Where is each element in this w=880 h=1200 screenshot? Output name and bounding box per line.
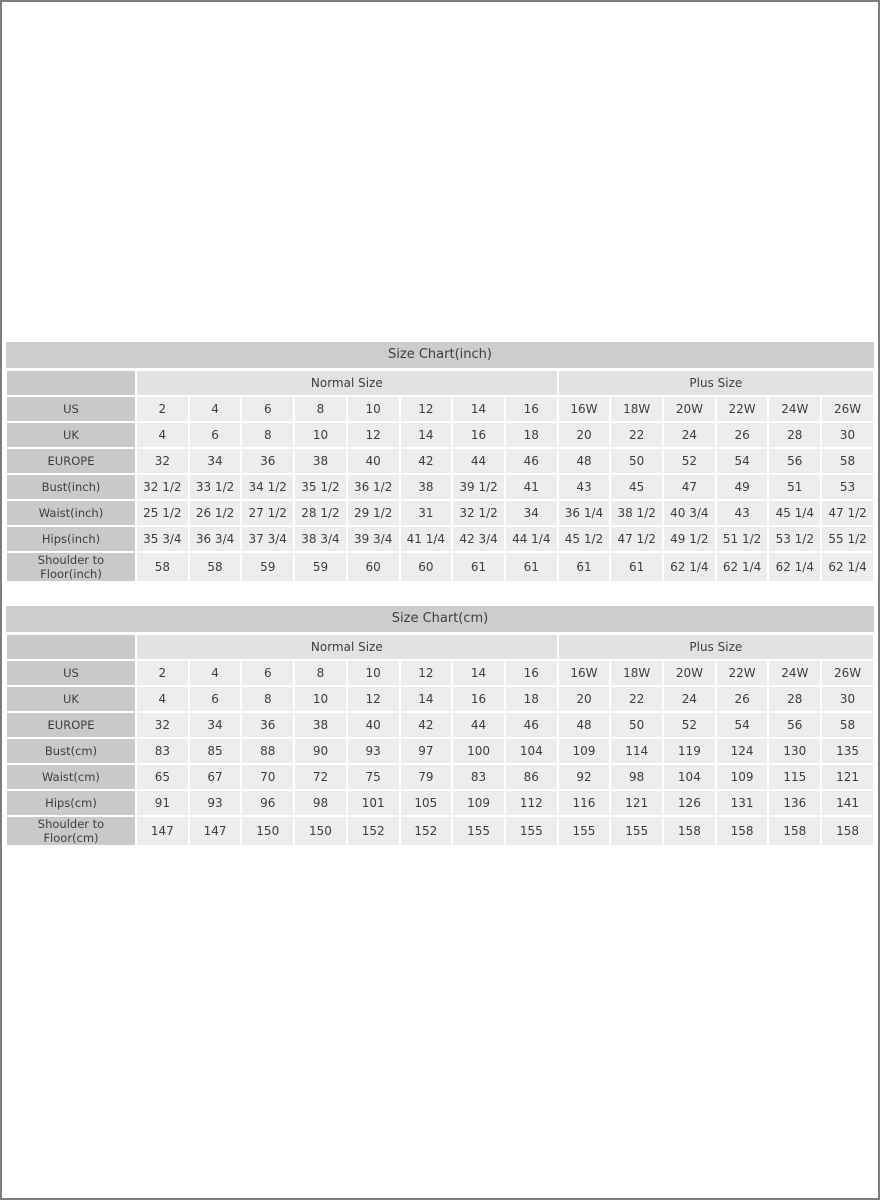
row-label: EUROPE bbox=[6, 448, 136, 474]
size-cell: 28 bbox=[768, 686, 821, 712]
row-label: UK bbox=[6, 686, 136, 712]
size-cell: 109 bbox=[716, 764, 769, 790]
size-cell: 28 1/2 bbox=[294, 500, 347, 526]
size-cell: 61 bbox=[452, 552, 505, 582]
size-cell: 56 bbox=[768, 712, 821, 738]
size-cell: 20W bbox=[663, 396, 716, 422]
size-cell: 27 1/2 bbox=[241, 500, 294, 526]
size-cell: 86 bbox=[505, 764, 558, 790]
size-cell: 40 bbox=[347, 448, 400, 474]
size-cell: 38 1/2 bbox=[610, 500, 663, 526]
size-cell: 4 bbox=[189, 660, 242, 686]
size-cell: 97 bbox=[400, 738, 453, 764]
size-cell: 116 bbox=[558, 790, 611, 816]
size-cell: 38 3/4 bbox=[294, 526, 347, 552]
table-row bbox=[6, 660, 874, 686]
size-cell: 16W bbox=[558, 660, 611, 686]
size-cell: 31 bbox=[400, 500, 453, 526]
size-cell: 22W bbox=[716, 660, 769, 686]
size-cell: 101 bbox=[347, 790, 400, 816]
table-row bbox=[6, 816, 874, 846]
size-cell: 50 bbox=[610, 448, 663, 474]
size-cell: 34 bbox=[189, 448, 242, 474]
size-cell: 85 bbox=[189, 738, 242, 764]
size-cell: 16 bbox=[505, 396, 558, 422]
size-cell: 30 bbox=[821, 686, 874, 712]
corner-cell bbox=[6, 370, 136, 396]
size-cell: 112 bbox=[505, 790, 558, 816]
size-cell: 50 bbox=[610, 712, 663, 738]
row-label: Bust(inch) bbox=[6, 474, 136, 500]
size-cell: 158 bbox=[768, 816, 821, 846]
size-cell: 105 bbox=[400, 790, 453, 816]
size-cell: 8 bbox=[294, 660, 347, 686]
size-cell: 26W bbox=[821, 660, 874, 686]
size-cell: 62 1/4 bbox=[821, 552, 874, 582]
size-cell: 88 bbox=[241, 738, 294, 764]
size-cell: 4 bbox=[189, 396, 242, 422]
size-cell: 136 bbox=[768, 790, 821, 816]
row-label: Hips(inch) bbox=[6, 526, 136, 552]
size-cell: 22 bbox=[610, 686, 663, 712]
size-cell: 53 bbox=[821, 474, 874, 500]
table-row bbox=[6, 686, 874, 712]
size-cell: 104 bbox=[663, 764, 716, 790]
size-cell: 36 3/4 bbox=[189, 526, 242, 552]
size-chart-inch-title: Size Chart(inch) bbox=[6, 342, 874, 368]
size-cell: 20 bbox=[558, 686, 611, 712]
size-cell: 10 bbox=[294, 686, 347, 712]
size-cell: 67 bbox=[189, 764, 242, 790]
size-cell: 126 bbox=[663, 790, 716, 816]
size-cell: 6 bbox=[241, 660, 294, 686]
size-cell: 147 bbox=[136, 816, 189, 846]
section-header-normal-size: Normal Size bbox=[136, 634, 558, 660]
size-cell: 35 3/4 bbox=[136, 526, 189, 552]
size-cell: 131 bbox=[716, 790, 769, 816]
size-cell: 45 bbox=[610, 474, 663, 500]
size-cell: 8 bbox=[241, 686, 294, 712]
size-cell: 58 bbox=[136, 552, 189, 582]
size-cell: 36 1/4 bbox=[558, 500, 611, 526]
size-cell: 158 bbox=[663, 816, 716, 846]
size-cell: 18W bbox=[610, 396, 663, 422]
section-header-row bbox=[6, 370, 874, 396]
size-cell: 109 bbox=[558, 738, 611, 764]
size-cell: 91 bbox=[136, 790, 189, 816]
size-cell: 70 bbox=[241, 764, 294, 790]
size-cell: 115 bbox=[768, 764, 821, 790]
size-cell: 158 bbox=[716, 816, 769, 846]
size-cell: 47 1/2 bbox=[610, 526, 663, 552]
size-cell: 18 bbox=[505, 686, 558, 712]
size-cell: 58 bbox=[821, 448, 874, 474]
size-cell: 25 1/2 bbox=[136, 500, 189, 526]
size-cell: 141 bbox=[821, 790, 874, 816]
size-cell: 32 1/2 bbox=[452, 500, 505, 526]
size-cell: 60 bbox=[400, 552, 453, 582]
size-cell: 49 bbox=[716, 474, 769, 500]
size-cell: 22W bbox=[716, 396, 769, 422]
size-cell: 34 bbox=[505, 500, 558, 526]
size-cell: 56 bbox=[768, 448, 821, 474]
size-cell: 38 bbox=[400, 474, 453, 500]
size-cell: 16 bbox=[452, 422, 505, 448]
size-cell: 24W bbox=[768, 660, 821, 686]
size-cell: 10 bbox=[294, 422, 347, 448]
size-cell: 32 1/2 bbox=[136, 474, 189, 500]
size-cell: 14 bbox=[400, 686, 453, 712]
size-cell: 158 bbox=[821, 816, 874, 846]
size-cell: 152 bbox=[347, 816, 400, 846]
size-cell: 44 1/4 bbox=[505, 526, 558, 552]
section-header-normal-size: Normal Size bbox=[136, 370, 558, 396]
size-chart-cm-section bbox=[6, 606, 874, 846]
size-cell: 16 bbox=[452, 686, 505, 712]
size-cell: 33 1/2 bbox=[189, 474, 242, 500]
size-cell: 29 1/2 bbox=[347, 500, 400, 526]
size-cell: 83 bbox=[136, 738, 189, 764]
size-cell: 51 bbox=[768, 474, 821, 500]
size-cell: 4 bbox=[136, 686, 189, 712]
table-row bbox=[6, 448, 874, 474]
size-cell: 45 1/2 bbox=[558, 526, 611, 552]
table-row bbox=[6, 552, 874, 582]
size-cell: 2 bbox=[136, 660, 189, 686]
size-cell: 52 bbox=[663, 448, 716, 474]
table-row bbox=[6, 712, 874, 738]
size-cell: 39 1/2 bbox=[452, 474, 505, 500]
size-cell: 147 bbox=[189, 816, 242, 846]
size-cell: 72 bbox=[294, 764, 347, 790]
size-cell: 26 bbox=[716, 686, 769, 712]
size-cell: 26W bbox=[821, 396, 874, 422]
size-cell: 152 bbox=[400, 816, 453, 846]
size-cell: 12 bbox=[400, 396, 453, 422]
size-cell: 98 bbox=[610, 764, 663, 790]
size-cell: 150 bbox=[294, 816, 347, 846]
table-row bbox=[6, 764, 874, 790]
table-row bbox=[6, 526, 874, 552]
size-cell: 42 3/4 bbox=[452, 526, 505, 552]
size-cell: 16 bbox=[505, 660, 558, 686]
size-cell: 130 bbox=[768, 738, 821, 764]
size-cell: 6 bbox=[189, 686, 242, 712]
size-cell: 150 bbox=[241, 816, 294, 846]
size-cell: 36 1/2 bbox=[347, 474, 400, 500]
size-cell: 51 1/2 bbox=[716, 526, 769, 552]
size-cell: 104 bbox=[505, 738, 558, 764]
size-cell: 14 bbox=[452, 660, 505, 686]
size-cell: 6 bbox=[189, 422, 242, 448]
size-cell: 6 bbox=[241, 396, 294, 422]
size-cell: 98 bbox=[294, 790, 347, 816]
size-cell: 43 bbox=[558, 474, 611, 500]
size-cell: 24W bbox=[768, 396, 821, 422]
size-cell: 58 bbox=[821, 712, 874, 738]
size-cell: 35 1/2 bbox=[294, 474, 347, 500]
size-cell: 44 bbox=[452, 712, 505, 738]
size-cell: 46 bbox=[505, 448, 558, 474]
row-label: US bbox=[6, 396, 136, 422]
size-cell: 34 1/2 bbox=[241, 474, 294, 500]
size-chart-cm-table bbox=[6, 634, 874, 846]
size-cell: 2 bbox=[136, 396, 189, 422]
size-cell: 20W bbox=[663, 660, 716, 686]
size-cell: 24 bbox=[663, 422, 716, 448]
size-cell: 34 bbox=[189, 712, 242, 738]
size-cell: 119 bbox=[663, 738, 716, 764]
size-cell: 61 bbox=[505, 552, 558, 582]
size-cell: 92 bbox=[558, 764, 611, 790]
row-label: US bbox=[6, 660, 136, 686]
size-cell: 45 1/4 bbox=[768, 500, 821, 526]
size-cell: 49 1/2 bbox=[663, 526, 716, 552]
size-cell: 32 bbox=[136, 448, 189, 474]
size-cell: 114 bbox=[610, 738, 663, 764]
size-chart-inch-table bbox=[6, 370, 874, 582]
table-row bbox=[6, 474, 874, 500]
size-cell: 59 bbox=[294, 552, 347, 582]
size-cell: 93 bbox=[189, 790, 242, 816]
size-cell: 28 bbox=[768, 422, 821, 448]
size-cell: 22 bbox=[610, 422, 663, 448]
row-label: Waist(cm) bbox=[6, 764, 136, 790]
size-cell: 38 bbox=[294, 448, 347, 474]
size-cell: 60 bbox=[347, 552, 400, 582]
size-cell: 55 1/2 bbox=[821, 526, 874, 552]
size-cell: 79 bbox=[400, 764, 453, 790]
size-cell: 54 bbox=[716, 712, 769, 738]
size-cell: 155 bbox=[452, 816, 505, 846]
size-cell: 8 bbox=[294, 396, 347, 422]
size-cell: 10 bbox=[347, 396, 400, 422]
size-cell: 37 3/4 bbox=[241, 526, 294, 552]
size-cell: 20 bbox=[558, 422, 611, 448]
size-cell: 62 1/4 bbox=[663, 552, 716, 582]
size-cell: 16W bbox=[558, 396, 611, 422]
table-row bbox=[6, 790, 874, 816]
size-cell: 41 1/4 bbox=[400, 526, 453, 552]
size-cell: 42 bbox=[400, 448, 453, 474]
section-header-plus-size: Plus Size bbox=[558, 370, 874, 396]
table-row bbox=[6, 422, 874, 448]
size-cell: 10 bbox=[347, 660, 400, 686]
row-label: Hips(cm) bbox=[6, 790, 136, 816]
size-cell: 40 bbox=[347, 712, 400, 738]
table-row bbox=[6, 738, 874, 764]
size-cell: 44 bbox=[452, 448, 505, 474]
size-cell: 46 bbox=[505, 712, 558, 738]
corner-cell bbox=[6, 634, 136, 660]
size-cell: 155 bbox=[558, 816, 611, 846]
size-cell: 36 bbox=[241, 448, 294, 474]
size-cell: 14 bbox=[452, 396, 505, 422]
size-cell: 61 bbox=[610, 552, 663, 582]
size-cell: 54 bbox=[716, 448, 769, 474]
size-cell: 100 bbox=[452, 738, 505, 764]
size-cell: 48 bbox=[558, 448, 611, 474]
size-cell: 38 bbox=[294, 712, 347, 738]
size-cell: 53 1/2 bbox=[768, 526, 821, 552]
size-cell: 47 1/2 bbox=[821, 500, 874, 526]
size-cell: 75 bbox=[347, 764, 400, 790]
size-cell: 59 bbox=[241, 552, 294, 582]
size-cell: 52 bbox=[663, 712, 716, 738]
section-header-plus-size: Plus Size bbox=[558, 634, 874, 660]
size-cell: 39 3/4 bbox=[347, 526, 400, 552]
size-cell: 90 bbox=[294, 738, 347, 764]
size-cell: 93 bbox=[347, 738, 400, 764]
size-cell: 65 bbox=[136, 764, 189, 790]
size-cell: 4 bbox=[136, 422, 189, 448]
size-cell: 109 bbox=[452, 790, 505, 816]
size-cell: 41 bbox=[505, 474, 558, 500]
size-cell: 124 bbox=[716, 738, 769, 764]
size-cell: 24 bbox=[663, 686, 716, 712]
row-label: Bust(cm) bbox=[6, 738, 136, 764]
size-cell: 155 bbox=[505, 816, 558, 846]
row-label: EUROPE bbox=[6, 712, 136, 738]
size-cell: 40 3/4 bbox=[663, 500, 716, 526]
size-cell: 32 bbox=[136, 712, 189, 738]
size-cell: 12 bbox=[400, 660, 453, 686]
size-cell: 8 bbox=[241, 422, 294, 448]
size-cell: 26 1/2 bbox=[189, 500, 242, 526]
table-row bbox=[6, 396, 874, 422]
size-cell: 155 bbox=[610, 816, 663, 846]
size-cell: 121 bbox=[821, 764, 874, 790]
size-cell: 26 bbox=[716, 422, 769, 448]
row-label: Waist(inch) bbox=[6, 500, 136, 526]
size-cell: 135 bbox=[821, 738, 874, 764]
size-cell: 48 bbox=[558, 712, 611, 738]
row-label: Shoulder to Floor(inch) bbox=[6, 552, 136, 582]
section-header-row bbox=[6, 634, 874, 660]
size-cell: 12 bbox=[347, 686, 400, 712]
size-cell: 83 bbox=[452, 764, 505, 790]
size-chart-inch-section bbox=[6, 342, 874, 582]
size-cell: 58 bbox=[189, 552, 242, 582]
size-cell: 61 bbox=[558, 552, 611, 582]
size-cell: 42 bbox=[400, 712, 453, 738]
row-label: UK bbox=[6, 422, 136, 448]
row-label: Shoulder to Floor(cm) bbox=[6, 816, 136, 846]
size-cell: 18 bbox=[505, 422, 558, 448]
size-cell: 18W bbox=[610, 660, 663, 686]
table-row bbox=[6, 500, 874, 526]
size-cell: 30 bbox=[821, 422, 874, 448]
size-cell: 43 bbox=[716, 500, 769, 526]
size-cell: 36 bbox=[241, 712, 294, 738]
size-chart-cm-title: Size Chart(cm) bbox=[6, 606, 874, 632]
size-cell: 12 bbox=[347, 422, 400, 448]
size-cell: 121 bbox=[610, 790, 663, 816]
size-cell: 62 1/4 bbox=[716, 552, 769, 582]
size-cell: 47 bbox=[663, 474, 716, 500]
size-cell: 96 bbox=[241, 790, 294, 816]
size-cell: 14 bbox=[400, 422, 453, 448]
size-cell: 62 1/4 bbox=[768, 552, 821, 582]
